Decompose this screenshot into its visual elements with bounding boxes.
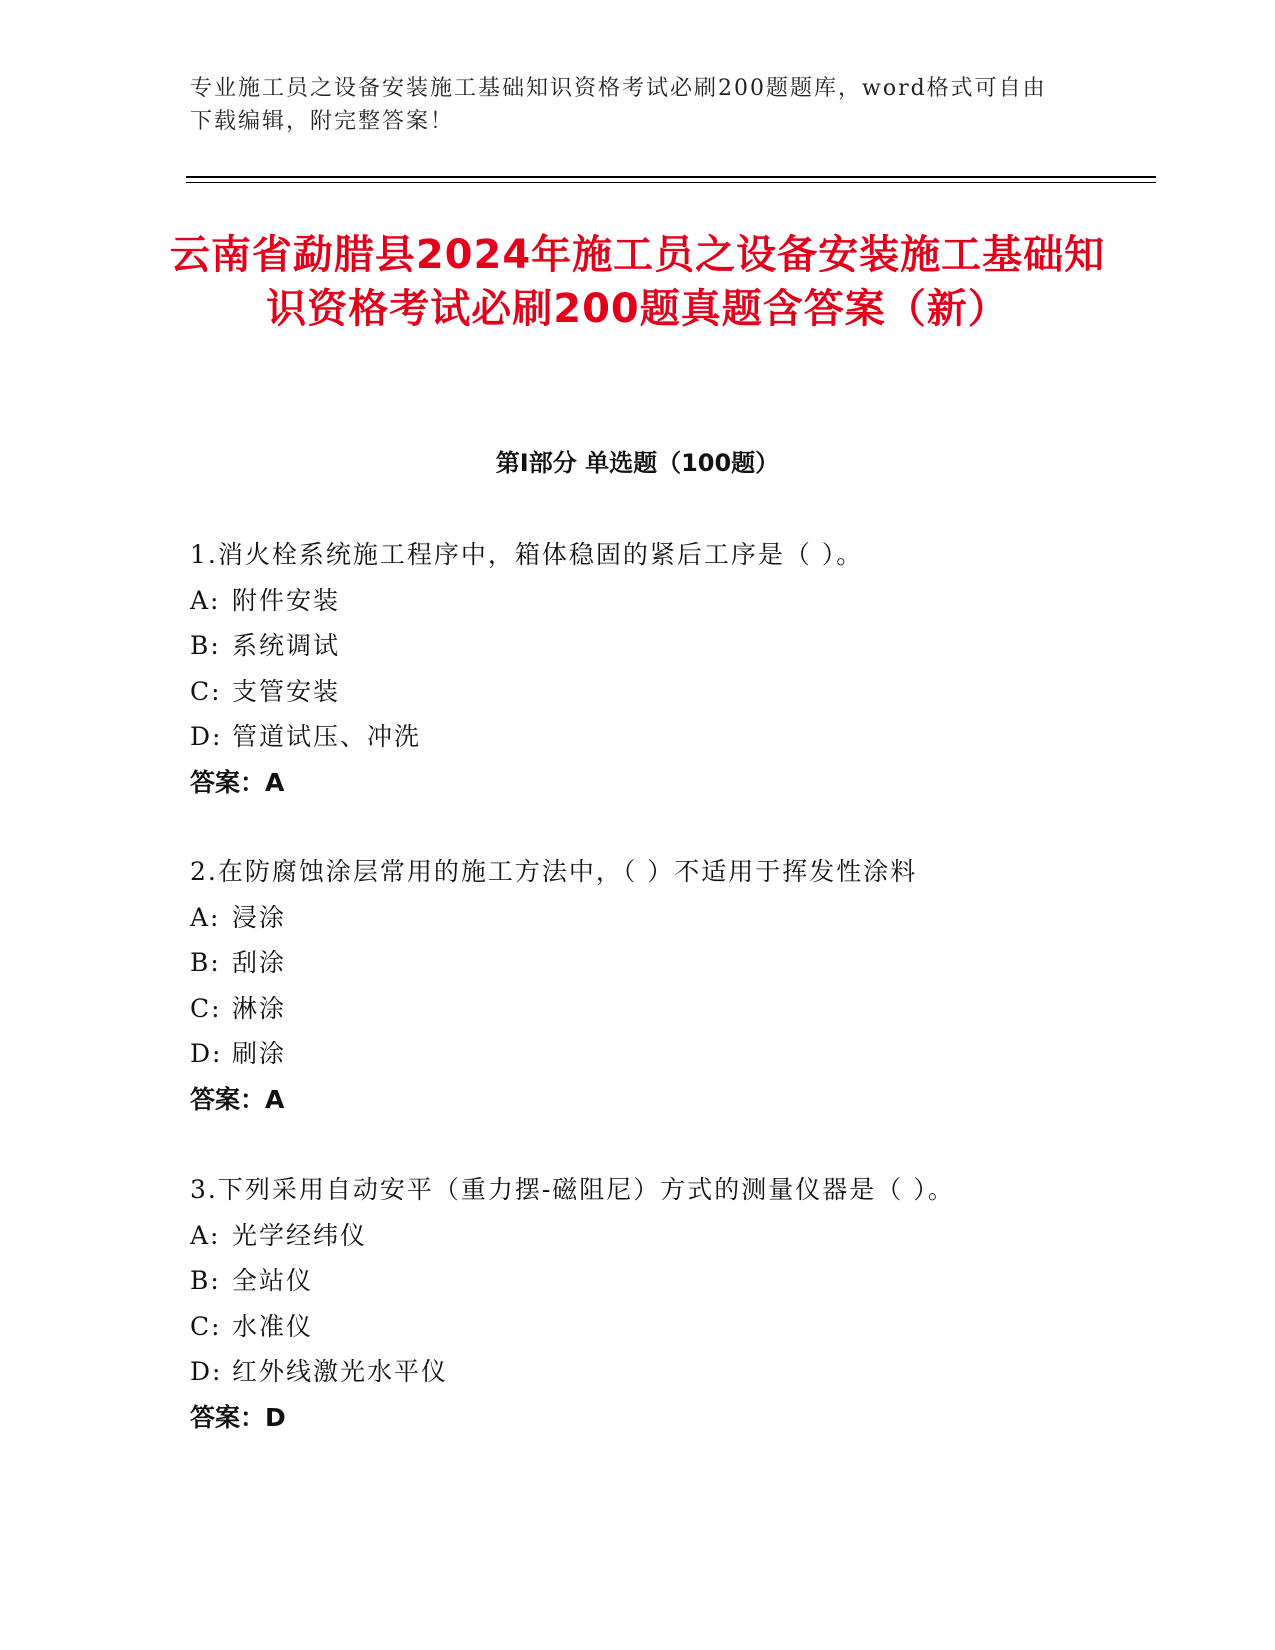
option-text: 刷涂 [232, 1039, 287, 1068]
question-stem: 1.消火栓系统施工程序中，箱体稳固的紧后工序是（ ）。 [190, 540, 864, 569]
option-text: 附件安装 [232, 585, 341, 615]
header-note: 专业施工员之设备安装施工基础知识资格考试必刷200题题库，word格式可自由下载编辑，附完整答案！ [190, 76, 1047, 134]
option-text: 浸涂 [232, 902, 287, 932]
option-text: 全站仪 [232, 1266, 314, 1295]
answer: 答案：D [190, 1402, 286, 1432]
option-b [190, 1258, 1190, 1304]
header-rule-thin [186, 182, 1156, 183]
option-key: B: [190, 1266, 221, 1295]
question-block [190, 1167, 1190, 1440]
option-d [190, 714, 1190, 760]
document-title: 云南省勐腊县2024年施工员之设备安装施工基础知识资格考试必刷200题真题含答案（新） [169, 232, 1106, 332]
option-text: 淋涂 [232, 993, 287, 1023]
option-key: B: [190, 631, 221, 660]
section-title: 第I部分 单选题（100题） [495, 449, 780, 477]
option-text: 水准仪 [232, 1311, 314, 1341]
option-key: A: [190, 902, 221, 932]
answer: 答案：A [190, 1084, 285, 1114]
option-b [190, 623, 1190, 669]
question-stem: 2.在防腐蚀涂层常用的施工方法中，（ ）不适用于挥发性涂料 [190, 857, 918, 886]
question-block [190, 849, 1190, 1122]
option-a [190, 1213, 1190, 1259]
option-key: C: [190, 676, 222, 706]
option-b [190, 940, 1190, 986]
option-key: C: [190, 1311, 222, 1341]
option-key: A: [190, 1220, 221, 1250]
option-c [190, 669, 1190, 715]
option-text: 红外线激光水平仪 [232, 1357, 449, 1386]
option-text: 支管安装 [232, 676, 341, 706]
option-key: A: [190, 585, 221, 615]
option-key: D: [190, 1039, 223, 1068]
option-c [190, 1304, 1190, 1350]
option-c [190, 986, 1190, 1032]
question-block [190, 532, 1190, 805]
option-text: 光学经纬仪 [232, 1220, 368, 1250]
question-stem: 3.下列采用自动安平（重力摆-磁阻尼）方式的测量仪器是（ ）。 [190, 1175, 955, 1204]
option-key: B: [190, 948, 221, 977]
option-key: C: [190, 993, 222, 1023]
option-text: 系统调试 [232, 631, 341, 660]
option-a [190, 895, 1190, 941]
option-text: 刮涂 [232, 948, 287, 977]
option-key: D: [190, 722, 223, 751]
option-key: D: [190, 1357, 223, 1386]
option-d [190, 1349, 1190, 1395]
option-text: 管道试压、冲洗 [232, 722, 422, 751]
answer: 答案：A [190, 767, 285, 797]
header-rule-thick [186, 176, 1156, 178]
option-d [190, 1031, 1190, 1077]
option-a [190, 578, 1190, 624]
